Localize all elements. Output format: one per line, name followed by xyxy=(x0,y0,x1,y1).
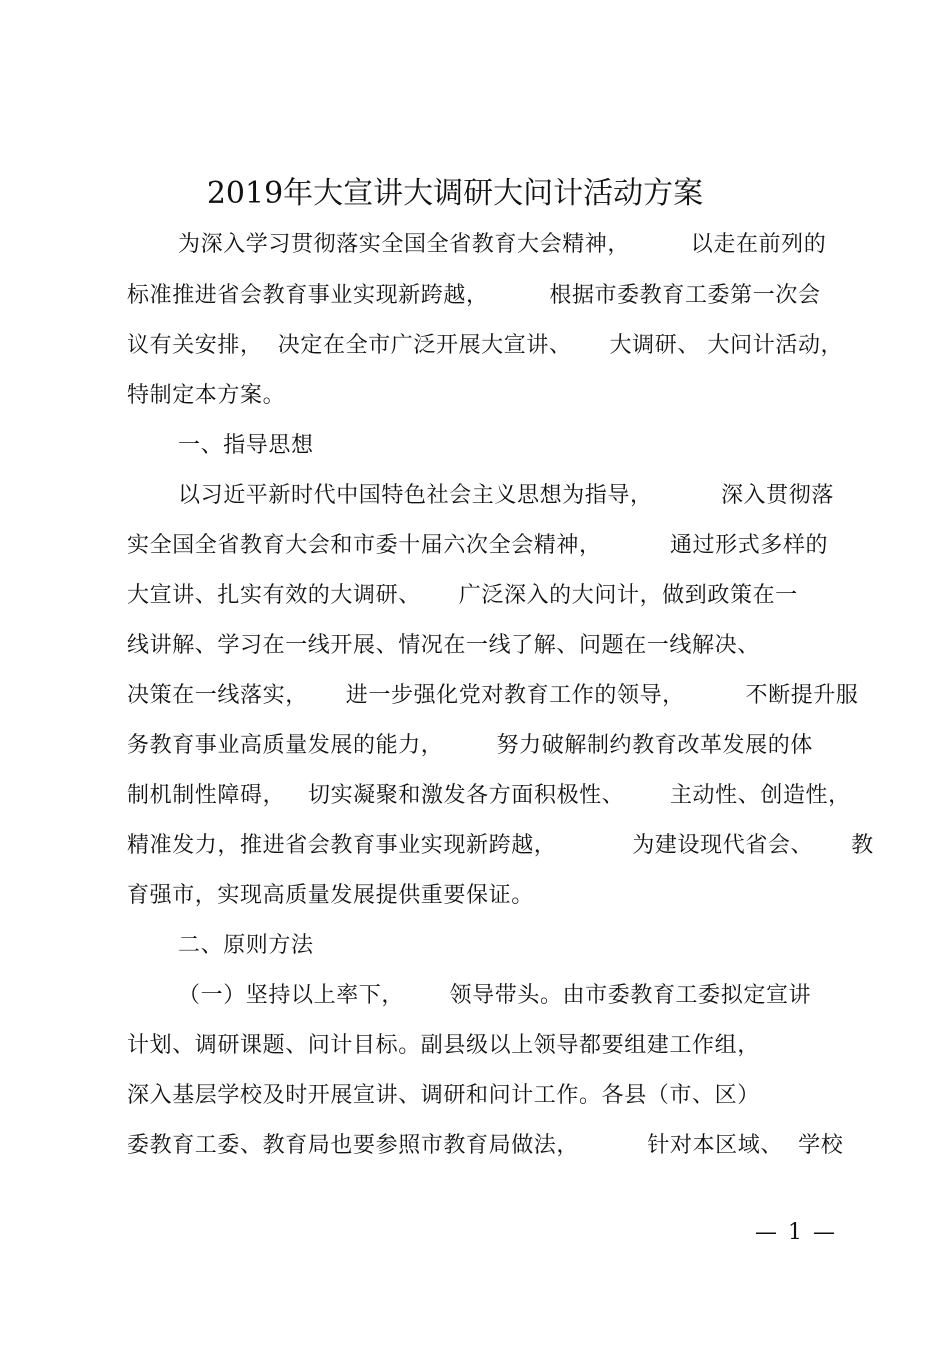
paragraph-line: 标准推进省会教育事业实现新跨越， 根据市委教育工委第一次会 xyxy=(127,283,821,308)
paragraph-line: 为深入学习贯彻落实全国全省教育大会精神， 以走在前列的 xyxy=(178,232,827,257)
document-title: 2019年大宣讲大调研大问计活动方案 xyxy=(206,176,704,211)
paragraph-line: 议有关安排， 决定在全市广泛开展大宣讲、 大调研、 大问计活动， xyxy=(127,333,844,358)
paragraph-line: 育强市，实现高质量发展提供重要保证。 xyxy=(127,883,534,908)
section-heading: 一、指导思想 xyxy=(178,433,314,458)
paragraph-line: 委教育工委、教育局也要参照市教育局做法， 针对本区域、 学校 xyxy=(127,1133,844,1158)
paragraph-line: 深入基层学校及时开展宣讲、调研和问计工作。各县（市、区） xyxy=(127,1083,760,1108)
page-number: — 1 — xyxy=(755,1220,837,1245)
paragraph-line: 大宣讲、扎实有效的大调研、 广泛深入的大问计，做到政策在一 xyxy=(127,583,798,608)
paragraph-line: 以习近平新时代中国特色社会主义思想为指导， 深入贯彻落 xyxy=(178,483,834,508)
paragraph-line: 线讲解、学习在一线开展、情况在一线了解、问题在一线解决、 xyxy=(127,633,760,658)
paragraph-line: 精准发力，推进省会教育事业实现新跨越， 为建设现代省会、 教 xyxy=(127,833,874,858)
paragraph-line: （一）坚持以上率下， 领导带头。由市委教育工委拟定宣讲 xyxy=(178,983,812,1008)
paragraph-line: 务教育事业高质量发展的能力， 努力破解制约教育改革发展的体 xyxy=(127,733,813,758)
paragraph-line: 实全国全省教育大会和市委十届六次全会精神， 通过形式多样的 xyxy=(127,533,829,558)
paragraph-line: 计划、调研课题、问计目标。副县级以上领导都要组建工作组， xyxy=(127,1033,760,1058)
section-heading: 二、原则方法 xyxy=(178,933,314,958)
paragraph-line: 特制定本方案。 xyxy=(127,383,286,408)
paragraph-line: 决策在一线落实， 进一步强化党对教育工作的领导， 不断提升服 xyxy=(127,683,859,708)
paragraph-line: 制机制性障碍， 切实凝聚和激发各方面积极性、 主动性、创造性， xyxy=(127,783,851,808)
